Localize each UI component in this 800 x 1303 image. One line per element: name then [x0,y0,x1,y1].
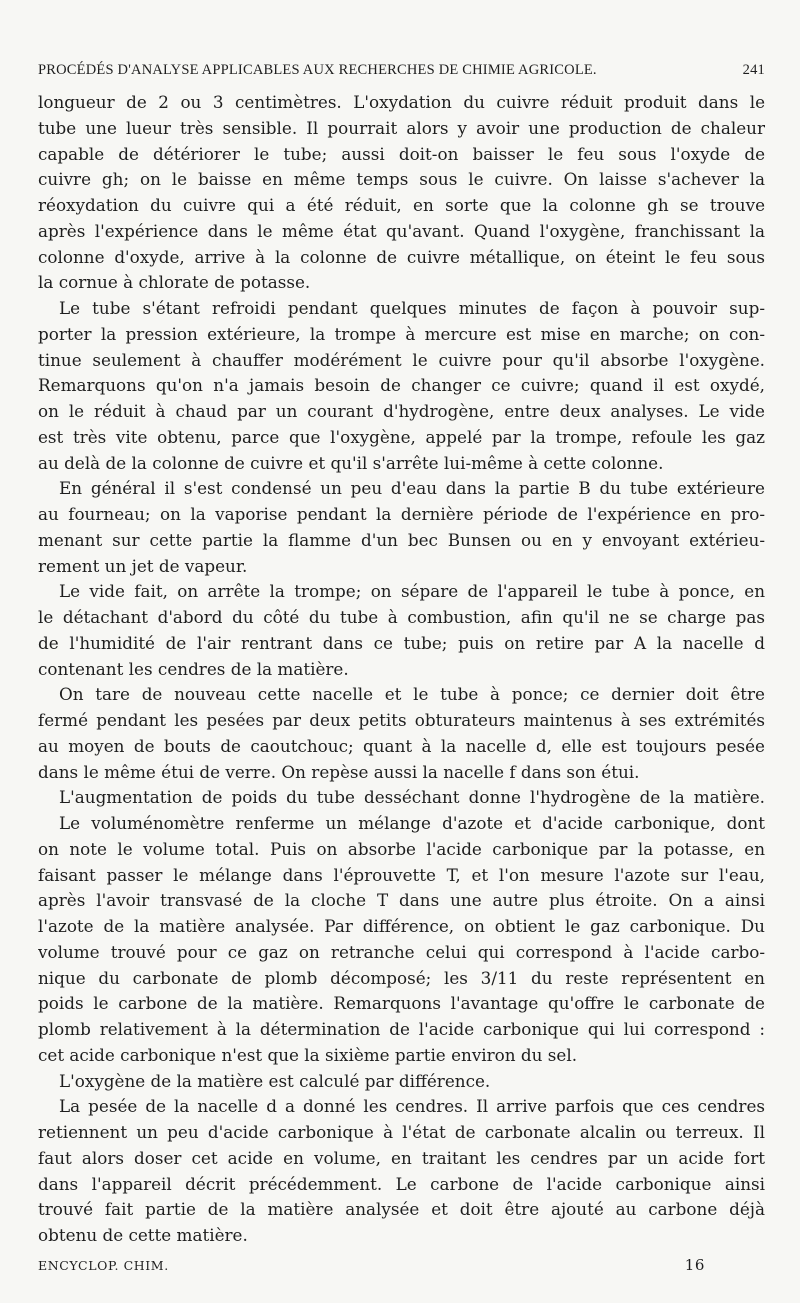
running-title: PROCÉDÉS D'ANALYSE APPLICABLES AUX RECHERCHES DE CHIMIE AGRICOLE. [38,62,597,78]
sheet-number: 16 [684,1256,705,1274]
text-line: tinue seulement à chauffer modérément le cuivre pour qu'il absorbe l'oxygène. [38,349,765,370]
text-line: dans l'appareil décrit précédemment. Le carbone de l'acide carbonique ainsi [38,1173,765,1194]
text-line: porter la pression extérieure, la trompe à mercure est mise en marche; on con- [38,323,765,344]
text-line: Le tube s'étant refroidi pendant quelques minutes de façon à pouvoir sup- [59,298,765,318]
text-line: longueur de 2 ou 3 centimètres. L'oxydation du cuivre réduit produit dans le [38,92,765,112]
text-line: l'azote de la matière analysée. Par différence, on obtient le gaz carbonique. Du [38,916,765,936]
text-line: au fourneau; on la vaporise pendant la dernière période de l'expérience en pro- [38,504,765,524]
text-line: poids le carbone de la matière. Remarquons l'avantage qu'offre le carbonate de [38,993,765,1014]
body-text [38,90,765,1249]
text-line: la cornue à chlorate de potasse. [38,272,311,293]
text-line: Le vide fait, on arrête la trompe; on sépare de l'appareil le tube à ponce, en [59,581,765,602]
page-footer [38,1256,765,1274]
text-line: dans le même étui de verre. On repèse aussi la nacelle f dans son étui. [38,761,640,782]
text-line: L'augmentation de poids du tube desséchant donne l'hydrogène de la matière. [59,787,765,808]
text-line: rement un jet de vapeur. [38,555,248,576]
footer-signature: ENCYCLOP. CHIM. [38,1258,169,1273]
text-line: cuivre gh; on le baisse en même temps sous le cuivre. On laisse s'achever la [38,169,765,190]
running-header [38,62,765,79]
text-line: obtenu de cette matière. [38,1225,248,1245]
text-line: En général il s'est condensé un peu d'eau dans la partie B du tube extérieure [59,478,765,499]
text-line: on note le volume total. Puis on absorbe l'acide carbonique par la potasse, en [38,838,765,859]
text-line: Remarquons qu'on n'a jamais besoin de changer ce cuivre; quand il est oxydé, [38,375,765,396]
text-line: au delà de la colonne de cuivre et qu'il s'arrête lui-même à cette colonne. [38,452,664,473]
text-line: après l'expérience dans le même état qu'avant. Quand l'oxygène, franchissant la [38,220,765,241]
text-line: fermé pendant les pesées par deux petits obturateurs maintenus à ses extrémités [38,710,765,730]
text-line: de l'humidité de l'air rentrant dans ce tube; puis on retire par A la nacelle d [38,632,765,653]
text-line: au moyen de bouts de caoutchouc; quant à la nacelle d, elle est toujours pesée [38,735,765,756]
text-line: Le voluménomètre renferme un mélange d'azote et d'acide carbonique, dont [59,813,765,833]
text-line: faisant passer le mélange dans l'éprouvette T, et l'on mesure l'azote sur l'eau, [38,864,765,885]
page-number: 241 [742,62,765,78]
text-line: capable de détériorer le tube; aussi doit-on baisser le feu sous l'oxyde de [38,143,765,164]
text-line: menant sur cette partie la flamme d'un bec Bunsen ou en y envoyant extérieu- [38,529,765,550]
text-line: faut alors doser cet acide en volume, en traitant les cendres par un acide fort [38,1147,765,1168]
text-line: on le réduit à chaud par un courant d'hydrogène, entre deux analyses. Le vide [38,401,765,421]
text-line: On tare de nouveau cette nacelle et le tube à ponce; ce dernier doit être [59,684,765,705]
text-line: La pesée de la nacelle d a donné les cendres. Il arrive parfois que ces cendres [59,1096,765,1117]
book-page [38,0,765,1303]
text-line: volume trouvé pour ce gaz on retranche celui qui correspond à l'acide carbo- [38,941,765,962]
text-line: contenant les cendres de la matière. [38,658,349,679]
text-line: le détachant d'abord du côté du tube à combustion, afin qu'il ne se charge pas [38,607,765,627]
text-line: est très vite obtenu, parce que l'oxygène, appelé par la trompe, refoule les gaz [38,426,765,447]
text-line: colonne d'oxyde, arrive à la colonne de cuivre métallique, on éteint le feu sous [38,246,765,267]
text-line: réoxydation du cuivre qui a été réduit, en sorte que la colonne gh se trouve [38,195,765,215]
text-line: L'oxygène de la matière est calculé par différence. [59,1070,491,1091]
text-line: nique du carbonate de plomb décomposé; les 3/11 du reste représentent en [38,967,765,988]
text-line: retiennent un peu d'acide carbonique à l'état de carbonate alcalin ou terreux. Il [38,1122,765,1142]
text-line: plomb relativement à la détermination de l'acide carbonique qui lui correspond : [38,1019,765,1039]
text-line: après l'avoir transvasé de la cloche T dans une autre plus étroite. On a ainsi [38,890,765,911]
text-line: cet acide carbonique n'est que la sixième partie environ du sel. [38,1044,578,1065]
text-line: trouvé fait partie de la matière analysée et doit être ajouté au carbone déjà [38,1199,765,1220]
text-line: tube une lueur très sensible. Il pourrait alors y avoir une production de chaleur [38,117,765,138]
